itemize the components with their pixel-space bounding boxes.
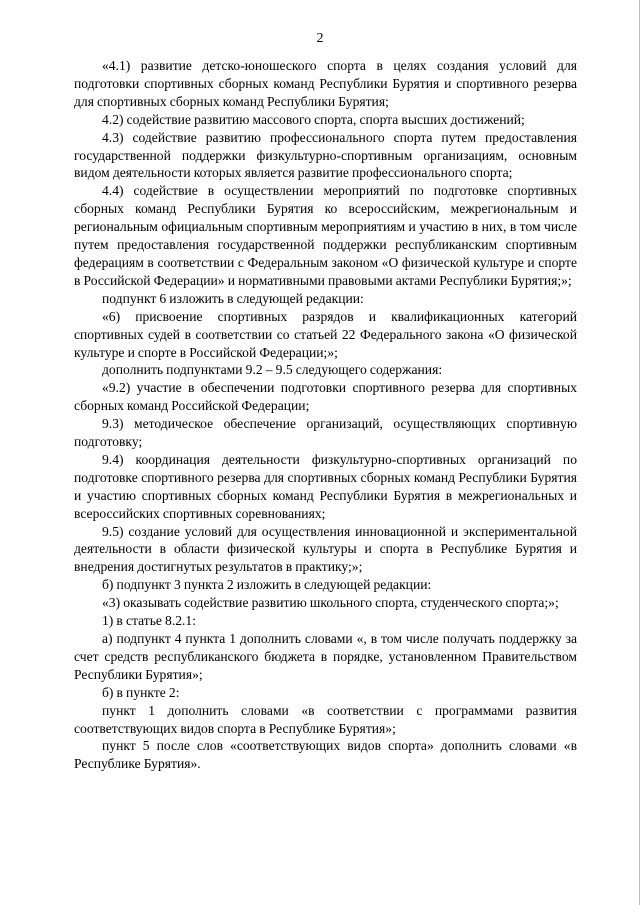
paragraph-9-4: 9.4) координация деятельности физкультурно-спортивных организаций по подготовке спортивного резерва для спортивных сборных команд Республики Бурятия и участию спортивных сборных команд Республики Бурятия в межрегиональных и всероссийских спортивных соревнованиях;	[74, 451, 577, 521]
paragraph-point-1: пункт 1 дополнить словами «в соответствии с программами развития соответствующих видов спорта в Республике Бурятия»;	[74, 702, 577, 736]
paragraph-9-intro: дополнить подпунктами 9.2 – 9.5 следующего содержания:	[102, 362, 443, 378]
paragraph-article-8-2-1: 1) в статье 8.2.1:	[102, 613, 196, 629]
document-body	[74, 57, 577, 773]
paragraph-3: «3) оказывать содействие развитию школьного спорта, студенческого спорта;»;	[102, 595, 559, 611]
paragraph-a: а) подпункт 4 пункта 1 дополнить словами «, в том числе получать поддержку за счет средств республиканского бюджета в порядке, установленном Правительством Республики Бурятия»;	[74, 631, 577, 682]
paragraph-point-5: пункт 5 после слов «соответствующих видов спорта» дополнить словами «в Республике Бурятия».	[74, 738, 577, 772]
paragraph-b-point-2: б) в пункте 2:	[102, 684, 180, 700]
paragraph-6: «6) присвоение спортивных разрядов и квалификационных категорий спортивных судей в соответствии со статьей 22 Федерального закона «О физической культуре и спорте в Российской Федерации;»;	[74, 308, 577, 360]
paragraph-4-4: 4.4) содействие в осуществлении мероприятий по подготовке спортивных сборных команд Республики Бурятия ко всероссийским, межрегиональным и региональным официальным спортивным мероприятиям и участию в них, в том числе путем предоставления государственной поддержки республиканским спортивным федерациям в соответствии с Федеральным законом «О физической культуре и спорте в Российской Федерации» и нормативными правовыми актами Республики Бурятия;»;	[74, 183, 577, 288]
paragraph-9-2: «9.2) участие в обеспечении подготовки спортивного резерва для спортивных сборных команд Российской Федерации;	[74, 380, 577, 414]
page-number: 2	[316, 31, 324, 46]
paragraph-subpoint-6-intro: подпункт 6 изложить в следующей редакции:	[102, 290, 364, 306]
paragraph-4-1: «4.1) развитие детско-юношеского спорта в целях создания условий для подготовки спортивных сборных команд Республики Бурятия и спортивного резерва для спортивных сборных команд Республики Бурятия;	[74, 58, 577, 109]
paragraph-9-3: 9.3) методическое обеспечение организаций, осуществляющих спортивную подготовку;	[74, 416, 577, 450]
paragraph-4-3: 4.3) содействие развитию профессионального спорта путем предоставления государственной поддержки физкультурно-спортивным организациям, основным видом деятельности которых является развитие профессионального спорта;	[74, 129, 577, 181]
paragraph-b-intro: б) подпункт 3 пункта 2 изложить в следующей редакции:	[102, 577, 432, 593]
paragraph-4-2: 4.2) содействие развитию массового спорта, спорта высших достижений;	[102, 111, 525, 127]
paragraph-9-5: 9.5) создание условий для осуществления инновационной и экспериментальной деятельности в области физической культуры и спорта в Республике Бурятия и внедрения достигнутых результатов в практику;»;	[74, 523, 577, 575]
